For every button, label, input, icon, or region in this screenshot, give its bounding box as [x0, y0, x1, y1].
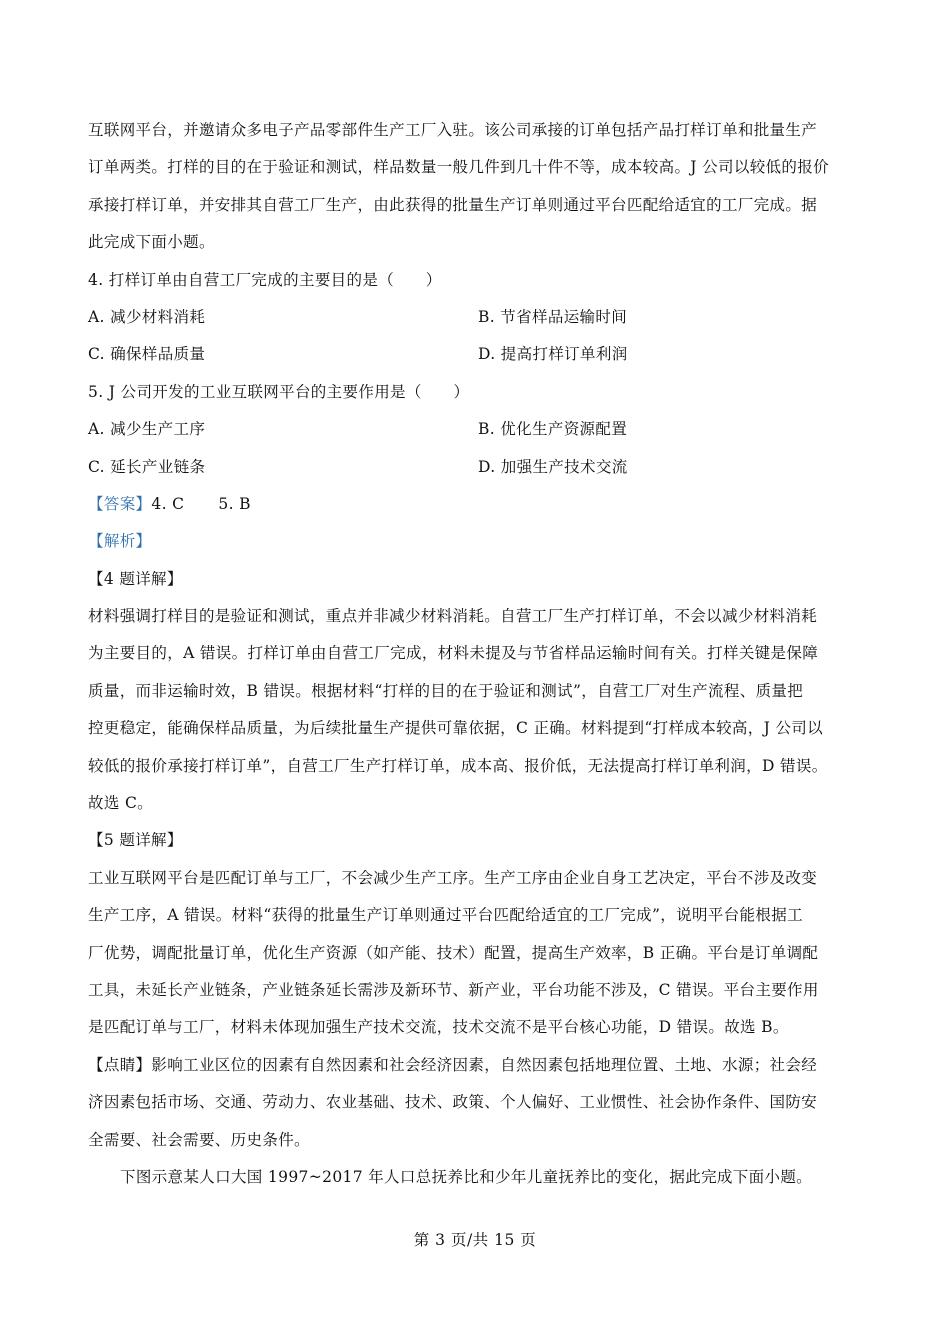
option-d: D. 提高打样订单利润: [478, 345, 628, 364]
option-b: B. 节省样品运输时间: [478, 307, 628, 326]
passage-line: 此完成下面小题。: [88, 233, 215, 252]
next-section-intro: 下图示意某人口大国 1997~2017 年人口总抚养比和少年儿童抚养比的变化，据此完成下面小题。: [120, 1167, 813, 1186]
tip-line: 济因素包括市场、交通、劳动力、农业基础、技术、政策、个人偏好、工业惯性、社会协作条件、国防安: [88, 1093, 818, 1112]
passage-line: 承接打样订单，并安排其自营工厂生产，由此获得的批量生产订单则通过平台匹配给适宜的工厂完成。据: [88, 195, 818, 214]
detail-line: 生产工序，A 错误。材料“获得的批量生产订单则通过平台匹配给适宜的工厂完成”，说明平台能根据工: [88, 906, 803, 925]
option-d: D. 加强生产技术交流: [478, 457, 628, 476]
tip-line: 【点睛】影响工业区位的因素有自然因素和社会经济因素，自然因素包括地理位置、土地、水源；社会经: [88, 1055, 818, 1074]
detail-line: 厂优势，调配批量订单，优化生产资源（如产能、技术）配置，提高生产效率，B 正确。平台是订单调配: [88, 943, 819, 962]
document-page: [88, 112, 868, 1196]
detail-heading: 【4 题详解】: [88, 569, 183, 588]
detail-line: 工具，未延长产业链条，产业链条延长需涉及新环节、新产业，平台功能不涉及，C 错误。平台主要作用: [88, 980, 819, 999]
detail-line: 为主要目的，A 错误。打样订单由自营工厂完成，材料未提及与节省样品运输时间有关。打样关键是保障: [88, 644, 819, 663]
detail-5: [88, 822, 868, 1046]
option-a: A. 减少生产工序: [88, 420, 206, 439]
detail-heading: 【5 题详解】: [88, 831, 183, 850]
passage: [88, 112, 868, 262]
answer-5: 5. B: [218, 494, 251, 513]
option-a: A. 减少材料消耗: [88, 307, 206, 326]
option-b: B. 优化生产资源配置: [478, 420, 628, 439]
question-stem: 4. 打样订单由自营工厂完成的主要目的是（ ）: [88, 270, 442, 289]
question-stem: 5. J 公司开发的工业互联网平台的主要作用是（ ）: [88, 382, 470, 401]
answer-label: 【答案】: [88, 494, 152, 513]
options-row: [88, 411, 868, 448]
detail-line: 工业互联网平台是匹配订单与工厂，不会减少生产工序。生产工序由企业自身工艺决定，平台不涉及改变: [88, 868, 818, 887]
tip-line: 全需要、社会需要、历史条件。: [88, 1130, 310, 1149]
detail-line: 故选 C。: [88, 794, 154, 813]
detail-4: [88, 561, 868, 823]
question-4: [88, 262, 868, 374]
passage-line: 订单两类。打样的目的在于验证和测试，样品数量一般几件到几十件不等，成本较高。J 公司以较低的报价: [88, 158, 829, 177]
answer-line: [88, 486, 868, 523]
detail-line: 控更稳定，能确保样品质量，为后续批量生产提供可靠依据，C 正确。材料提到“打样成本较高，J 公司以: [88, 719, 824, 738]
question-5: [88, 374, 868, 486]
options-row: [88, 299, 868, 336]
options-row: [88, 336, 868, 373]
analysis-label: 【解析】: [88, 532, 152, 551]
page-footer: 第 3 页/共 15 页: [413, 1231, 537, 1249]
detail-line: 是匹配订单与工厂，材料未体现加强生产技术交流，技术交流不是平台核心功能，D 错误。故选 B。: [88, 1018, 789, 1037]
detail-line: 质量，而非运输时效，B 错误。根据材料“打样的目的在于验证和测试”，自营工厂对生产流程、质量把: [88, 681, 804, 700]
detail-line: 材料强调打样目的是验证和测试，重点并非减少材料消耗。自营工厂生产打样订单，不会以减少材料消耗: [88, 607, 818, 626]
answer-4: 4. C: [151, 494, 185, 513]
option-c: C. 延长产业链条: [88, 457, 206, 476]
options-row: [88, 449, 868, 486]
option-c: C. 确保样品质量: [88, 345, 206, 364]
passage-line: 互联网平台，并邀请众多电子产品零部件生产工厂入驻。该公司承接的订单包括产品打样订单和批量生产: [88, 121, 818, 139]
detail-line: 较低的报价承接打样订单”，自营工厂生产打样订单，成本高、报价低，无法提高打样订单利润，D 错误。: [88, 756, 828, 775]
tip: [88, 1047, 868, 1159]
